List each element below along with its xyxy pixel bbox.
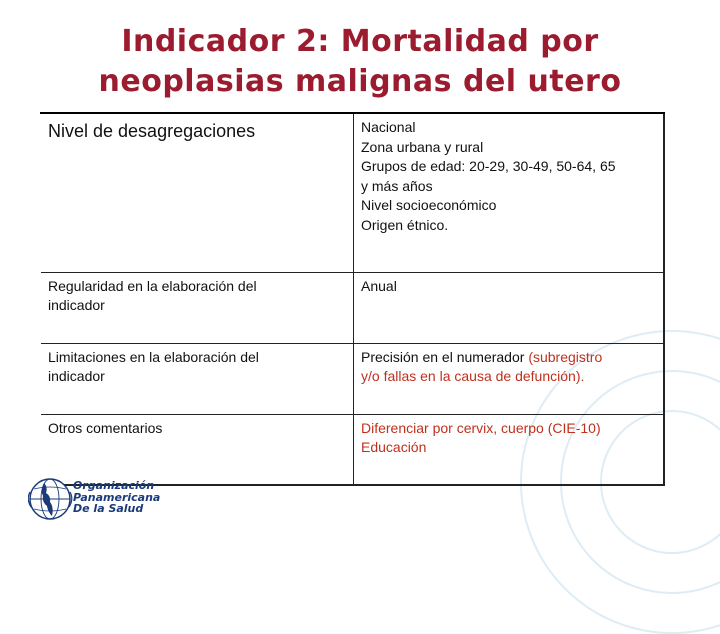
table-row [41, 114, 664, 272]
organization-logo-text: Organización Panamericana De la Salud [73, 479, 161, 515]
table-row [41, 272, 664, 343]
highlight-text: (subregistro [528, 348, 603, 365]
title-line: neoplasias malignas del utero [98, 64, 622, 99]
row-label: Regularidad en la elaboración del indicador [48, 277, 257, 313]
row-value [354, 343, 665, 414]
title-line: Indicador 2: Mortalidad por [121, 24, 599, 59]
table-row [41, 343, 664, 414]
row-value: Nacional Zona urbana y rural Grupos de edad: 20-29, 30-49, 50-64, 65 y más años Nivel socioeconómico Origen étnico. [354, 114, 665, 272]
page-title [60, 22, 660, 102]
row-label: Limitaciones en la elaboración del indicador [48, 348, 259, 384]
row-label: Nivel de desagregaciones [48, 121, 256, 141]
row-label: Otros comentarios [48, 419, 163, 436]
row-value: Diferenciar por cervix, cuerpo (CIE-10) Educación [354, 414, 665, 485]
value-text: Precisión en el numerador [361, 348, 529, 365]
row-value: Anual [354, 272, 665, 343]
indicator-table [41, 114, 665, 486]
highlight-text: y/o fallas en la causa de defunción). [361, 368, 585, 384]
